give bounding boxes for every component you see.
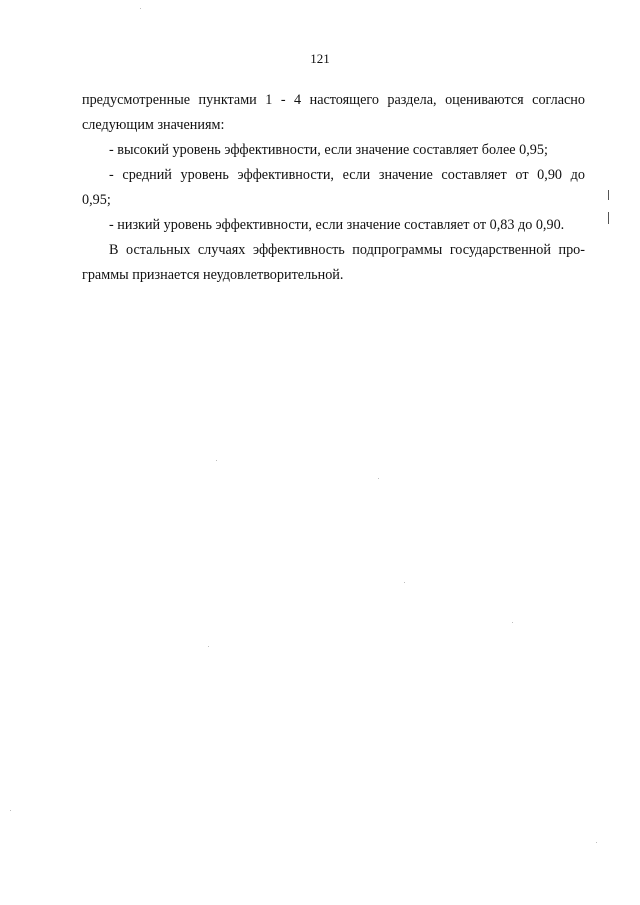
scan-speck — [140, 8, 141, 9]
page-number: 121 — [310, 51, 330, 66]
closing-paragraph-line: В остальных случаях эффективность подпрограммы государственной про- — [109, 242, 585, 258]
list-item-medium: - средний уровень эффективности, если значение составляет от 0,90 до — [109, 167, 585, 183]
scan-speck — [10, 810, 11, 811]
scan-mark — [608, 190, 609, 200]
paragraph-line: предусмотренные пунктами 1 - 4 настоящего раздела, оцениваются согласно — [82, 92, 585, 108]
scan-speck — [208, 646, 209, 647]
list-item-high: - высокий уровень эффективности, если значение составляет более 0,95; — [109, 142, 548, 158]
scan-speck — [512, 622, 513, 623]
document-body — [82, 88, 585, 288]
list-item-medium-continuation: 0,95; — [82, 192, 111, 208]
scan-mark — [608, 212, 609, 224]
paragraph-line: следующим значениям: — [82, 117, 225, 133]
scan-speck — [596, 842, 597, 843]
scan-speck — [404, 582, 405, 583]
scan-speck — [216, 460, 217, 461]
closing-paragraph-line: граммы признается неудовлетворительной. — [82, 267, 344, 283]
scan-speck — [378, 478, 379, 479]
list-item-low: - низкий уровень эффективности, если значение составляет от 0,83 до 0,90. — [109, 217, 565, 233]
